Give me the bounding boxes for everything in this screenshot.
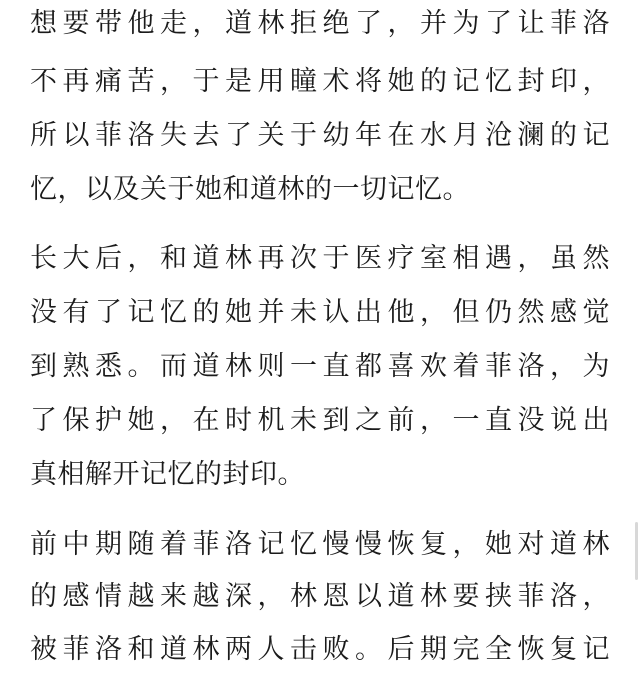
text-line: 想要带他走，道林拒绝了，并为了让菲洛 [30, 8, 610, 39]
scrollbar[interactable] [635, 522, 638, 580]
text-line: 长大后，和道林再次于医疗室相遇，虽然 [30, 243, 610, 274]
text-line: 忆，以及关于她和道林的一切记忆。 [30, 174, 470, 205]
text-line: 所以菲洛失去了关于幼年在水月沧澜的记 [30, 120, 610, 151]
text-line: 真相解开记忆的封印。 [30, 459, 305, 490]
text-line: 不再痛苦，于是用瞳术将她的记忆封印， [30, 66, 610, 97]
text-line: 到熟悉。而道林则一直都喜欢着菲洛，为 [30, 351, 610, 382]
text-line: 没有了记忆的她并未认出他，但仍然感觉 [30, 297, 610, 328]
text-line: 了保护她，在时机未到之前，一直没说出 [30, 405, 610, 436]
text-line: 的感情越来越深，林恩以道林要挟菲洛， [30, 581, 610, 612]
text-line: 前中期随着菲洛记忆慢慢恢复，她对道林 [30, 529, 610, 560]
text-line: 被菲洛和道林两人击败。后期完全恢复记 [30, 634, 610, 665]
